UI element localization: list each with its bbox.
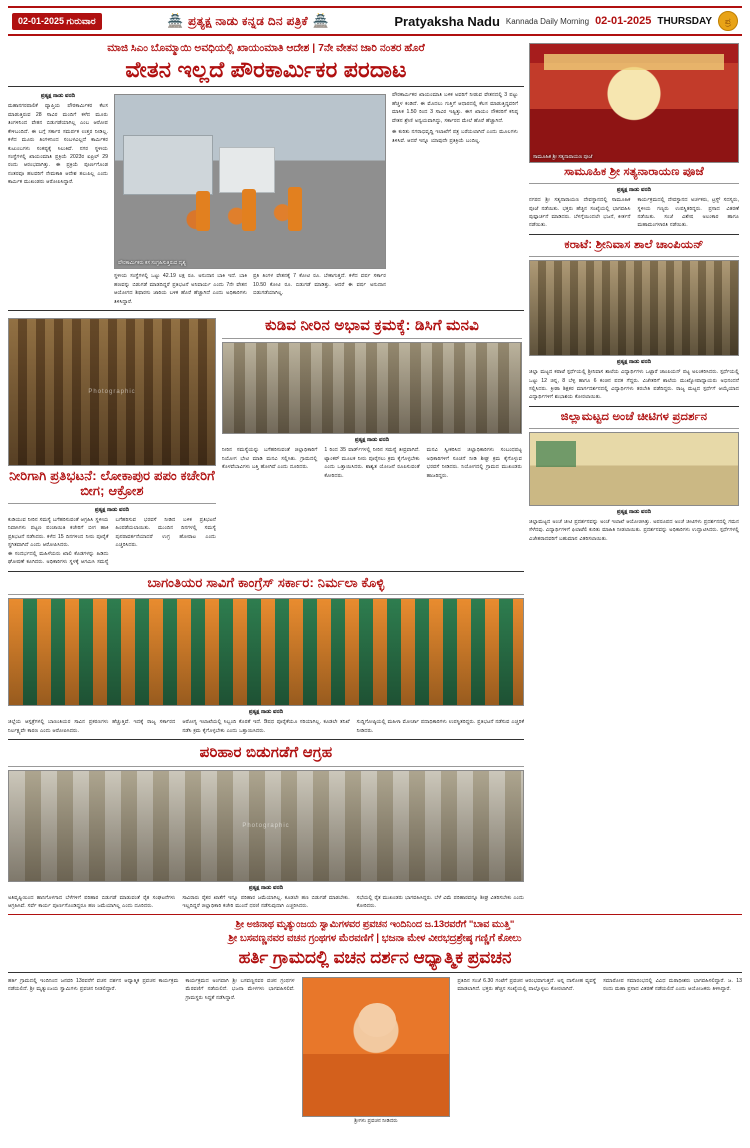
relief-heading: ಪರಿಹಾರ ಬಿಡುಗಡೆಗೆ ಆಗ್ರಹ (199, 744, 333, 762)
bottom-col3: ಪ್ರತಿದಿನ ಸಂಜೆ 6.30 ಗಂಟೆಗೆ ಪ್ರವಚನ ಆರಂಭವಾಗುತ್ತದೆ. ಅನ್ನ ದಾಸೋಹ ವ್ಯವಸ್ಥೆ ಮಾಡಲಾಗಿದೆ. ಭಕ್ತರು ಹೆಚ್ಚಿನ ಸಂಖ್ಯೆಯಲ್ಲಿ ಪಾಲ್ಗೊಳ್ಳಲು ಕೋರಲಾಗಿದೆ. (457, 977, 597, 993)
masthead-center (167, 13, 329, 29)
temple-icon-2: 🏯 (312, 13, 330, 28)
bottom-col4: ಸಮಾರೋಪ ಸಮಾರಂಭದಲ್ಲಿ ವಿವಿಧ ಮಠಾಧೀಶರು ಭಾಗವಹಿಸಲಿದ್ದಾರೆ. ಜ. 13 ರಂದು ಮಹಾ ಪ್ರಸಾದ ವಿತರಣೆ ನಡೆಯಲಿದೆ ಎಂದು ಆಯೋಜಕರು ತಿಳಿಸಿದ್ದಾರೆ. (603, 977, 742, 993)
congress-col3: ಸುದ್ದಿಗೋಷ್ಠಿಯಲ್ಲಿ ಮಹಿಳಾ ಮೋರ್ಚಾ ಪದಾಧಿಕಾರಿಗಳು ಉಪಸ್ಥಿತರಿದ್ದರು. ಪ್ರತಿಭಟನೆ ನಡೆಸುವ ಎಚ್ಚರಿಕೆ ನೀಡಿದರು. (356, 719, 524, 734)
congress-women-photo (8, 598, 524, 706)
right-column (529, 40, 739, 910)
temple-byline: ಪ್ರತ್ಯಕ್ಷ ನಾಡು ವರದಿ (616, 187, 652, 194)
masthead-day: THURSDAY (657, 15, 712, 27)
temple-festival-photo (529, 43, 739, 163)
protest-col2: ಈ ಸಂದರ್ಭದಲ್ಲಿ ಮಹಿಳೆಯರು ಖಾಲಿ ಕೊಡಗಳನ್ನು ಹಿಡಿದು ಘೋಷಣೆ ಕೂಗಿದರು. ಅಧಿಕಾರಿಗಳು ಸ್ಥಳಕ್ಕೆ ಆಗಮಿಸಿ ಸಮಸ್ಯೆ ಬಗೆಹರಿಸುವ ಭರವಸೆ ನೀಡಿದ ಬಳಿಕ ಪ್ರತಿಭಟನೆ ಹಿಂಪಡೆಯಲಾಯಿತು. ಮುಂದಿನ ದಿನಗಳಲ್ಲಿ ಸಮಸ್ಯೆ ಪುನರಾವರ್ತನೆಯಾದರೆ ಉಗ್ರ ಹೋರಾಟ ಎಂದು ಎಚ್ಚರಿಸಿದರು. (8, 516, 216, 566)
protest-col1: ಕುಡಿಯುವ ನೀರಿನ ಸಮಸ್ಯೆ ಬಗೆಹರಿಸುವಂತೆ ಆಗ್ರಹಿಸಿ ಸ್ಥಳೀಯ ನಿವಾಸಿಗಳು ಪಟ್ಟಣ ಪಂಚಾಯಿತಿ ಕಚೇರಿಗೆ ಬೀಗ ಹಾಕಿ ಪ್ರತಿಭಟನೆ ನಡೆಸಿದರು. ಕಳೆದ 15 ದಿನಗಳಿಂದ ನೀರು ಪೂರೈಕೆ ಸ್ಥಗಿತವಾಗಿದೆ ಎಂದು ಆರೋಪಿಸಿದರು. (8, 516, 109, 549)
lead-col3: ಪ್ರತಿ ತಿಂಗಳ ವೇತನಕ್ಕೆ 7 ಕೋಟಿ ರೂ. ಬೇಕಾಗುತ್ತದೆ. ಕಳೆದ ವರ್ಷ ಸರ್ಕಾರ 10.50 ಕೋಟಿ ರೂ. ಬಿಡುಗಡೆ ಮಾಡಿತ್ತು. ಆದರೆ ಈ ವರ್ಷ ಅನುದಾನ ಬಿಡುಗಡೆಯಾಗಿಲ್ಲ. (253, 273, 386, 297)
water-col1: ನೀರಿನ ಸಮಸ್ಯೆಯನ್ನು ಬಗೆಹರಿಸುವಂತೆ ಜಿಲ್ಲಾಧಿಕಾರಿಗೆ ನಿಯೋಗ ಭೇಟಿ ಮಾಡಿ ಮನವಿ ಸಲ್ಲಿಸಿತು. ಗ್ರಾಮದಲ್ಲಿ ಕೊಳವೆಬಾವಿಗಳು ಬತ್ತಿ ಹೋಗಿವೆ ಎಂದು ದೂರಿದರು. (222, 447, 318, 471)
bottom-line1: ಶ್ರೀ ಅಜಿನಾಥ ಮೃತ್ಯುಂಜಯ ಸ್ವಾಮಿಗಳವರ ಪ್ರವಚನ ಇಂದಿನಿಂದ ಜ.13ರವರೆಗೆ "ಬಾವ ಮುತ್ತಿ" (235, 919, 515, 931)
lead-story (8, 42, 524, 306)
masthead-english-sub: Kannada Daily Morning (505, 16, 590, 26)
masthead-date-badge: 02-01-2025 ಗುರುವಾರ (12, 13, 102, 30)
lead-headline: ವೇತನ ಇಲ್ಲದೆ ಪೌರಕಾರ್ಮಿಕರ ಪರದಾಟ (125, 57, 407, 83)
mid-block (8, 315, 524, 566)
karate-team-photo (529, 260, 739, 356)
masthead-english-title: Pratyaksha Nadu (394, 13, 500, 29)
masthead-right (394, 11, 738, 31)
protest-byline: ಪ್ರತ್ಯಕ್ಷ ನಾಡು ವರದಿ (94, 506, 130, 513)
congress-story (8, 576, 524, 736)
bottom-col2: ಕಾರ್ಯಕ್ರಮದ ಅಂಗವಾಗಿ ಶ್ರೀ ಬಸವಣ್ಣನವರ ವಚನ ಗ್ರಂಥಗಳ ಮೆರವಣಿಗೆ ನಡೆಯಲಿದೆ. ಭಜನಾ ಮೇಳಗಳು ಭಾಗವಹಿಸಲಿವೆ. ಗ್ರಾಮಸ್ಥರು ಸಿದ್ಧತೆ ನಡೆಸಿದ್ದಾರೆ. (185, 977, 295, 1001)
congress-col1: ಜಿಲ್ಲೆಯ ಆಸ್ಪತ್ರೆಗಳಲ್ಲಿ ಬಾಣಂತಿಯರ ಸಾವಿನ ಪ್ರಕರಣಗಳು ಹೆಚ್ಚುತ್ತಿವೆ. ಇದಕ್ಕೆ ರಾಜ್ಯ ಸರ್ಕಾರದ ನಿರ್ಲಕ್ಷ್ಯವೇ ಕಾರಣ ಎಂದು ಆರೋಪಿಸಿದರು. (8, 719, 176, 734)
congress-col2: ಆರೋಗ್ಯ ಇಲಾಖೆಯಲ್ಲಿ ಸಿಬ್ಬಂದಿ ಕೊರತೆ ಇದೆ. ಔಷಧ ಪೂರೈಕೆಯೂ ಸರಿಯಾಗಿಲ್ಲ. ಕೂಡಲೇ ತನಿಖೆ ನಡೆಸಿ ಕ್ರಮ ಕೈಗೊಳ್ಳಬೇಕು ಎಂದು ಒತ್ತಾಯಿಸಿದರು. (182, 719, 350, 734)
water-col2: 1 ರಿಂದ 35 ವಾರ್ಡ್‌ಗಳಲ್ಲಿ ನೀರಿನ ಸಮಸ್ಯೆ ತೀವ್ರವಾಗಿದೆ. ಟ್ಯಾಂಕರ್ ಮೂಲಕ ನೀರು ಪೂರೈಸಲು ಕ್ರಮ ಕೈಗೊಳ್ಳಬೇಕು ಎಂದು ಒತ್ತಾಯಿಸಿದರು. ಶಾಶ್ವತ ಯೋಜನೆ ರೂಪಿಸುವಂತೆ ಕೋರಿದರು. (324, 447, 420, 479)
bottom-headline: ಹರ್ತಿ ಗ್ರಾಮದಲ್ಲಿ ವಚನ ದರ್ಶನ ಆಧ್ಯಾತ್ಮಿಕ ಪ್ರವಚನ (238, 947, 512, 967)
water-story (222, 315, 522, 566)
relief-byline: ಪ್ರತ್ಯಕ್ಷ ನಾಡು ವರದಿ (248, 884, 284, 891)
karate-byline: ಪ್ರತ್ಯಕ್ಷ ನಾಡು ವರದಿ (616, 359, 652, 366)
left-columns (8, 40, 524, 910)
congress-heading: ಬಾಗಂತಿಯರ ಸಾವಿಗೆ ಕಾಂಗ್ರೆಸ್ ಸರ್ಕಾರ: ನಿರ್ಮಲಾ ಕೊಳ್ಳಿ (147, 574, 385, 590)
lead-col1: ಮಹಾನಗರಪಾಲಿಕೆ ವ್ಯಾಪ್ತಿಯ ಪೌರಕಾರ್ಮಿಕರ ಕೆಲಸ ಮಾಡುತ್ತಿರುವ 28 ಸಾವಿರ ಮಂದಿಗೆ ಕಳೆದ ಮೂರು ತಿಂಗಳಿನಿಂದ ವೇತನ ಬಿಡುಗಡೆಯಾಗಿಲ್ಲ ಎಂಬ ಆರೋಪ ಕೇಳಿಬಂದಿದೆ. ಈ ಬಗ್ಗೆ ಸರ್ಕಾರ ಸಮರ್ಪಕ ಉತ್ತರ ನೀಡಿಲ್ಲ. ಕಳೆದ ಮೂರು ತಿಂಗಳಿನಿಂದ ಸಂಬಳವಿಲ್ಲದೆ ಕಾರ್ಮಿಕರ ಕುಟುಂಬಗಳು ಸಂಕಷ್ಟಕ್ಕೆ ಸಿಲುಕಿವೆ. ನಗರ ಸ್ಥಳೀಯ ಸಂಸ್ಥೆಗಳಲ್ಲಿ ಖಾಯಂಮಾತಿ ಪ್ರಕ್ರಿಯೆ 2023ರ ಏಪ್ರಿಲ್ 29 ರಂದು ಆರಂಭವಾಗಿತ್ತು. ಈ ಪ್ರಕ್ರಿಯೆ ಪೂರ್ಣಗೊಂಡ ನಂತರವೂ ಹಲವರಿಗೆ ನೇಮಕಾತಿ ಆದೇಶ ತಲುಪಿಲ್ಲ ಎಂದು ಕಾರ್ಮಿಕ ಮುಖಂಡರು ಆರೋಪಿಸಿದ್ದಾರೆ. (8, 103, 108, 186)
water-byline: ಪ್ರತ್ಯಕ್ಷ ನಾಡು ವರದಿ (354, 437, 390, 444)
relief-photo-watermark: Photographic (242, 822, 290, 829)
masthead-kannada-title: ಪ್ರತ್ಯಕ್ಷ ನಾಡು ಕನ್ನಡ ದಿನ ಪತ್ರಿಕೆ (188, 13, 308, 28)
lead-byline: ಪ್ರತ್ಯಕ್ಷ ನಾಡು ವರದಿ (40, 93, 76, 100)
water-heading: ಕುಡಿವ ನೀರಿನ ಅಭಾವ ಕ್ರಮಕ್ಕೆ: ಡಿಸಿಗೆ ಮನವಿ (264, 317, 480, 335)
civic-workers-photo (114, 94, 386, 269)
lead-col5: ಈ ಕುರಿತು ನಗರಾಭಿವೃದ್ಧಿ ಇಲಾಖೆಗೆ ಪತ್ರ ಬರೆಯಲಾಗಿದೆ ಎಂದು ಮೂಲಗಳು ತಿಳಿಸಿವೆ. ಆದರೆ ಇನ್ನೂ ಯಾವುದೇ ಪ್ರತಿಕ್ರಿಯೆ ಬಂದಿಲ್ಲ. (392, 129, 518, 144)
temple-icon: 🏯 (166, 13, 184, 28)
protest-story (8, 315, 216, 566)
masthead-date-right: 02-01-2025 (595, 15, 652, 27)
water-col3: ಮನವಿ ಸ್ವೀಕರಿಸಿದ ಜಿಲ್ಲಾಧಿಕಾರಿಗಳು ಸಂಬಂಧಪಟ್ಟ ಅಧಿಕಾರಿಗಳಿಗೆ ಸೂಚನೆ ನೀಡಿ ಶೀಘ್ರ ಕ್ರಮ ಕೈಗೊಳ್ಳುವ ಭರವಸೆ ನೀಡಿದರು. ನಿಯೋಗದಲ್ಲಿ ಗ್ರಾಮದ ಮುಖಂಡರು ಹಾಜರಿದ್ದರು. (426, 447, 522, 479)
temple-col1: ನಗರದ ಶ್ರೀ ಸತ್ಯನಾರಾಯಣ ದೇವಸ್ಥಾನದಲ್ಲಿ ಸಾಮೂಹಿಕ ಪೂಜೆ ನಡೆಯಿತು. ಭಕ್ತರು ಹೆಚ್ಚಿನ ಸಂಖ್ಯೆಯಲ್ಲಿ ಭಾಗವಹಿಸಿ ಪುಷ್ಪಾರ್ಚನೆ ಮಾಡಿದರು. ಬೆಳಗ್ಗೆಯಿಂದಲೇ ಭಜನೆ, ಕೀರ್ತನೆ ನಡೆಯಿತು. (529, 197, 631, 229)
relief-story (8, 744, 524, 910)
photo-watermark: Photographic (88, 389, 136, 396)
page-grid (8, 40, 742, 910)
lead-kicker: ಮಾಜಿ ಸಿಎಂ ಬೊಮ್ಮಾಯಿ ಅವಧಿಯಲ್ಲಿ ಖಾಯಂಮಾತಿ ಆದೇಶ | 7ನೇ ವೇತನ ಜಾರಿ ನಂತರ ಹೊರೆ (107, 42, 425, 54)
lead-photo-caption: ಪೌರಕಾರ್ಮಿಕರು ಕಸ ಸಂಗ್ರಹಿಸುತ್ತಿರುವ ದೃಶ್ಯ (118, 260, 186, 267)
exhibition-col1: ಜಿಲ್ಲಾಮಟ್ಟದ ಅಂಚೆ ಚೀಟಿ ಪ್ರದರ್ಶನವನ್ನು ಅಂಚೆ ಇಲಾಖೆ ಆಯೋಜಿಸಿತ್ತು. ಅಪರೂಪದ ಅಂಚೆ ಚೀಟಿಗಳು ಪ್ರದರ್ಶನದಲ್ಲಿ ಗಮನ ಸೆಳೆದವು. ವಿದ್ಯಾರ್ಥಿಗಳಿಗೆ ಫಿಲಾಟೆಲಿ ಕುರಿತು ಮಾಹಿತಿ ನೀಡಲಾಯಿತು. ಪ್ರದರ್ಶನವನ್ನು ಅಧಿಕಾರಿಗಳು ಉದ್ಘಾಟಿಸಿದರು. ಸ್ಪರ್ಧೆಗಳಲ್ಲಿ ವಿಜೇತರಾದವರಿಗೆ ಬಹುಮಾನ ವಿತರಿಸಲಾಯಿತು. (529, 519, 739, 542)
stamp-exhibition-photo (529, 432, 739, 506)
protest-heading: ನೀರಿಗಾಗಿ ಪ್ರತಿಭಟನೆ: ಲೋಕಾಪುರ ಪಪಂ ಕಚೇರಿಗೆ ಬೀಗ; ಆಕ್ರೋಶ (9, 468, 215, 499)
masthead (8, 6, 742, 36)
karate-col1: ಜಿಲ್ಲಾ ಮಟ್ಟದ ಕರಾಟೆ ಸ್ಪರ್ಧೆಯಲ್ಲಿ ಶ್ರೀನಿವಾಸ ಶಾಲೆಯ ವಿದ್ಯಾರ್ಥಿಗಳು ಒಟ್ಟಾರೆ ಚಾಂಪಿಯನ್ ಪಟ್ಟ ಅಲಂಕರಿಸಿದರು. ಸ್ಪರ್ಧೆಯಲ್ಲಿ ಒಟ್ಟು 12 ಚಿನ್ನ, 8 ಬೆಳ್ಳಿ ಹಾಗೂ 6 ಕಂಚಿನ ಪದಕ ಗೆದ್ದರು. ವಿಜೇತರಿಗೆ ಶಾಲೆಯ ಮುಖ್ಯೋಪಾಧ್ಯಾಯರು ಅಭಿನಂದನೆ ಸಲ್ಲಿಸಿದರು. ಕ್ರೀಡಾ ಶಿಕ್ಷಕರ ಮಾರ್ಗದರ್ಶನದಲ್ಲಿ ವಿದ್ಯಾರ್ಥಿಗಳು ತರಬೇತಿ ಪಡೆದಿದ್ದರು. ರಾಜ್ಯ ಮಟ್ಟದ ಸ್ಪರ್ಧೆಗೆ ಆಯ್ಕೆಯಾದ ವಿದ್ಯಾರ್ಥಿಗಳಿಗೆ ಶುಭಾಶಯ ಕೋರಲಾಯಿತು. (529, 369, 739, 401)
bottom-figcaption: ಶ್ರೀಗಳು ಪ್ರವಚನ ನೀಡಿದರು (354, 1117, 398, 1124)
lead-col4: ಪೌರಕಾರ್ಮಿಕರ ಖಾಯಂಮಾತಿ ಬಳಿಕ ಅವರಿಗೆ ನೀಡುವ ವೇತನದಲ್ಲಿ 3 ಪಟ್ಟು ಹೆಚ್ಚಳ ಕಂಡಿದೆ. ಈ ಮೊದಲು ಗುತ್ತಿಗೆ ಆಧಾರದಲ್ಲಿ ಕೆಲಸ ಮಾಡುತ್ತಿದ್ದವರಿಗೆ ಮಾಸಿಕ 1.50 ರಿಂದ 3 ಸಾವಿರ ಇಷ್ಟಿತ್ತು. ಈಗ ಖಾಯಂ ನೌಕರರಿಗೆ ಕನಿಷ್ಠ ವೇತನ ಶ್ರೇಣಿ ಅನ್ವಯವಾಗಿದ್ದು, ಸರ್ಕಾರದ ಮೇಲೆ ಹೊರೆ ಹೆಚ್ಚಾಗಿದೆ. (392, 92, 518, 124)
bottom-story (8, 914, 742, 1124)
relief-demand-photo (8, 770, 524, 882)
lead-col2: ಸ್ಥಳೀಯ ಸಂಸ್ಥೆಗಳಲ್ಲಿ ಒಟ್ಟು 42.19 ಲಕ್ಷ ರೂ. ಅನುದಾನ ಬಾಕಿ ಇದೆ. ಬಾಕಿ ಹಣವನ್ನು ಬಿಡುಗಡೆ ಮಾಡದಿದ್ದರೆ ಪ್ರತಿಭಟನೆ ಅನಿವಾರ್ಯ ಎಂದು 7ನೇ ವೇತನ ಆಯೋಗದ ಶಿಫಾರಸು ಜಾರಿಯ ಬಳಿಕ ಹೊರೆ ಹೆಚ್ಚಾಗಿದೆ ಎಂದು ಅಧಿಕಾರಿಗಳು ತಿಳಿಸಿದ್ದಾರೆ. (114, 273, 247, 305)
protest-group-photo (8, 318, 216, 466)
bottom-line2: ಶ್ರೀ ಬಸವಣ್ಣನವರ ವಚನ ಗ್ರಂಥಗಳ ಮೆರವಣಿಗೆ | ಭಜನಾ ಮೇಳ ವೀರಭದ್ರಶ್ರೇಷ್ಠ ಗಣ್ಣಿಗೆ ಕೋಲು (228, 932, 522, 944)
bottom-col1: ಹರ್ತಿ ಗ್ರಾಮದಲ್ಲಿ ಇಂದಿನಿಂದ ಜನವರಿ 13ರವರೆಗೆ ವಚನ ದರ್ಶನ ಆಧ್ಯಾತ್ಮಿಕ ಪ್ರವಚನ ಕಾರ್ಯಕ್ರಮ ನಡೆಯಲಿದೆ. ಶ್ರೀ ಮೃತ್ಯುಂಜಯ ಸ್ವಾಮಿಗಳು ಪ್ರವಚನ ನೀಡಲಿದ್ದಾರೆ. (8, 977, 179, 993)
exhibition-byline: ಪ್ರತ್ಯಕ್ಷ ನಾಡು ವರದಿ (616, 509, 652, 516)
karate-heading: ಕರಾಟೆ: ಶ್ರೀನಿವಾಸ ಶಾಲೆ ಚಾಂಪಿಯನ್ (564, 238, 704, 251)
exhibition-heading: ಜಿಲ್ಲಾಮಟ್ಟದ ಅಂಚೆ ಚೀಟಿಗಳ ಪ್ರದರ್ಶನ (560, 410, 708, 423)
delegation-meeting-photo (222, 342, 522, 434)
congress-byline: ಪ್ರತ್ಯಕ್ಷ ನಾಡು ವರದಿ (248, 709, 284, 716)
relief-col3: ಸಭೆಯಲ್ಲಿ ರೈತ ಮುಖಂಡರು ಭಾಗವಹಿಸಿದ್ದರು. ಬೆಳೆ ವಿಮೆ ಪರಿಹಾರವನ್ನೂ ಶೀಘ್ರ ವಿತರಿಸಬೇಕು ಎಂದು ಕೋರಿದರು. (356, 894, 524, 909)
temple-heading: ಸಾಮೂಹಿಕ ಶ್ರೀ ಸತ್ಯನಾರಾಯಣ ಪೂಜೆ (564, 166, 704, 178)
temple-photo-caption: ಸಾಮೂಹಿಕ ಶ್ರೀ ಸತ್ಯನಾರಾಯಣ ಪೂಜೆ (533, 154, 593, 160)
seal-icon: ಪ್ರ (718, 11, 738, 31)
swamiji-portrait-photo (302, 977, 451, 1117)
temple-col2: ಕಾರ್ಯಕ್ರಮದಲ್ಲಿ ದೇವಸ್ಥಾನದ ಅರ್ಚಕರು, ಟ್ರಸ್ಟ್ ಸದಸ್ಯರು, ಸ್ಥಳೀಯ ಗಣ್ಯರು ಉಪಸ್ಥಿತರಿದ್ದರು. ಪ್ರಸಾದ ವಿತರಣೆ ನಡೆಯಿತು. ಸಂಜೆ ವಿಶೇಷ ಅಲಂಕಾರ ಹಾಗೂ ಮಹಾಮಂಗಳಾರತಿ ನಡೆಯಿತು. (637, 197, 739, 229)
relief-col2: ಸಾವಿರಾರು ರೈತರ ಖಾತೆಗೆ ಇನ್ನೂ ಪರಿಹಾರ ಜಮೆಯಾಗಿಲ್ಲ. ಕೂಡಲೇ ಹಣ ಬಿಡುಗಡೆ ಮಾಡಬೇಕು. ಇಲ್ಲದಿದ್ದರೆ ಜಿಲ್ಲಾಧಿಕಾರಿ ಕಚೇರಿ ಮುಂದೆ ಧರಣಿ ನಡೆಸುವುದಾಗಿ ಎಚ್ಚರಿಸಿದರು. (182, 894, 350, 909)
relief-col1: ಅತಿವೃಷ್ಟಿಯಿಂದ ಹಾನಿಗೊಳಗಾದ ಬೆಳೆಗಳಿಗೆ ಪರಿಹಾರ ಬಿಡುಗಡೆ ಮಾಡುವಂತೆ ರೈತ ಸಂಘಟನೆಗಳು ಆಗ್ರಹಿಸಿವೆ. ಸರ್ವೆ ಕಾರ್ಯ ಪೂರ್ಣಗೊಂಡಿದ್ದರೂ ಹಣ ಜಮೆಯಾಗಿಲ್ಲ ಎಂದು ದೂರಿದರು. (8, 894, 176, 909)
